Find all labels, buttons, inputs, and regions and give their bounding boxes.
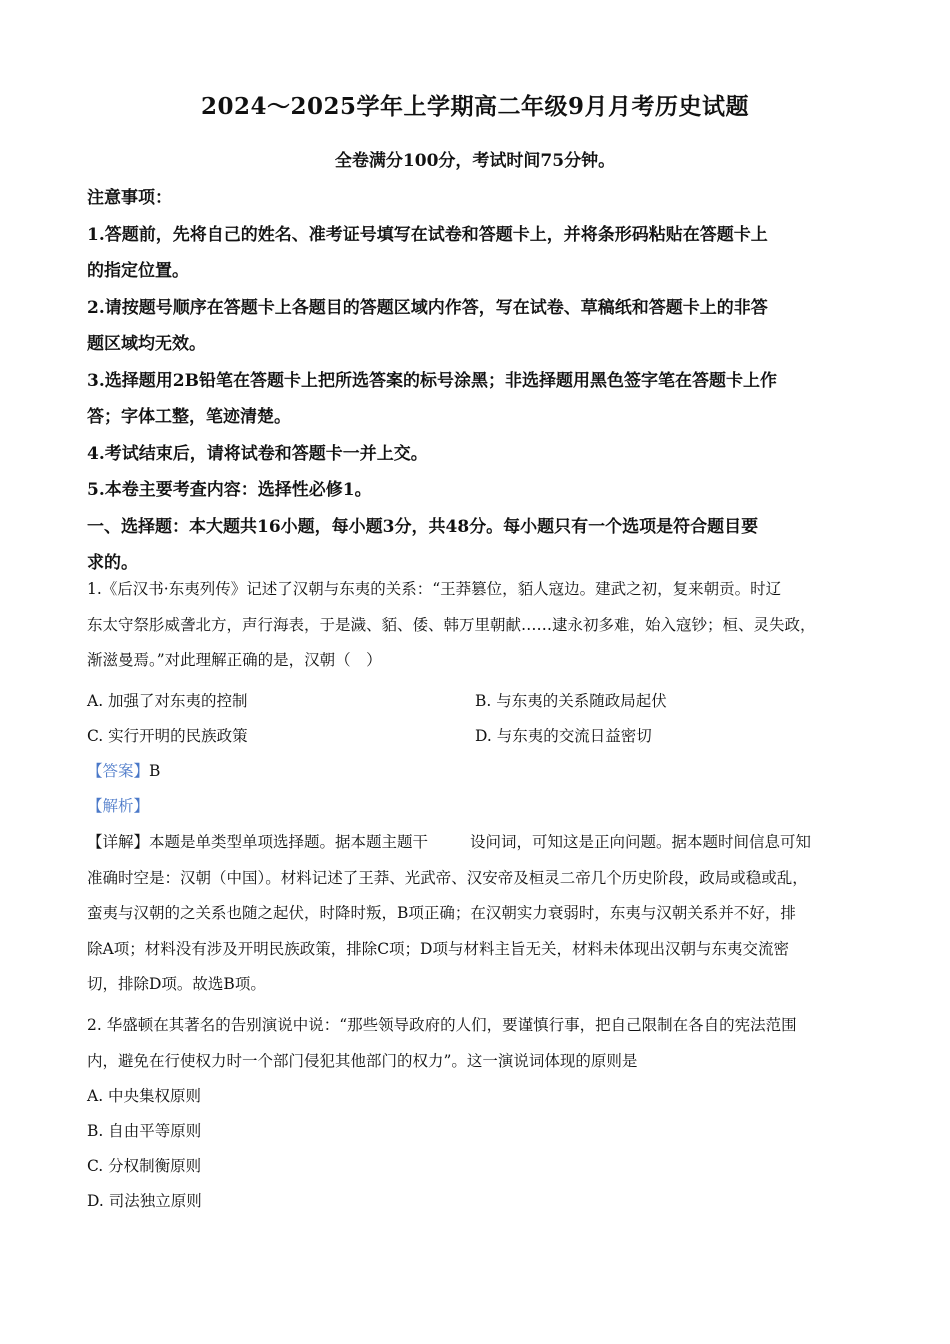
option-a[interactable]: A. 加强了对东夷的控制	[87, 692, 248, 710]
detail-line: 切，排除D项。故选B项。	[87, 975, 266, 993]
detail-tag: 【详解】	[87, 833, 150, 851]
stem-line: 渐滋曼焉。”对此理解正确的是，汉朝（ ）	[87, 651, 382, 669]
stem-line: 1.《后汉书·东夷列传》记述了汉朝与东夷的关系：“王莽篡位，貊人寇边。建武之初，复来朝贡。时辽	[87, 580, 782, 598]
q2-option-c[interactable]: C. 分权制衡原则	[87, 1157, 202, 1175]
detail-line: 除A项；材料没有涉及开明民族政策，排除C项；D项与材料主旨无关，材料未体现出汉朝与东夷交流密	[87, 939, 789, 958]
answer-line	[87, 754, 160, 789]
q2-option-b[interactable]: B. 自由平等原则	[87, 1122, 202, 1140]
detail-text-b: 设问词，可知这是正向问题。据本题时间信息可知	[470, 833, 812, 851]
note-line: 4.考试结束后，请将试卷和答题卡一并上交。	[87, 443, 428, 464]
section-heading: 一、选择题：本大题共16小题，每小题3分，共48分。每小题只有一个选项是符合题目要	[87, 516, 759, 537]
question-1-detail	[87, 825, 877, 1003]
answer-tag: 【答案】	[87, 762, 150, 780]
stem-line: 内，避免在行使权力时一个部门侵犯其他部门的权力”。这一演说词体现的原则是	[87, 1051, 638, 1070]
notes-heading: 注意事项：	[87, 188, 172, 208]
option-b[interactable]: B. 与东夷的关系随政局起伏	[475, 692, 667, 710]
question-2-stem	[87, 1008, 877, 1079]
exam-subtitle: 全卷满分100分，考试时间75分钟。	[334, 151, 616, 171]
note-line: 1.答题前，先将自己的姓名、准考证号填写在试卷和答题卡上，并将条形码粘贴在答题卡上	[87, 224, 768, 245]
note-line: 答；字体工整，笔迹清楚。	[87, 407, 291, 427]
q2-option-d[interactable]: D. 司法独立原则	[87, 1192, 202, 1210]
detail-first-line	[87, 825, 877, 861]
option-d[interactable]: D. 与东夷的交流日益密切	[475, 727, 652, 745]
note-line: 2.请按题号顺序在答题卡上各题目的答题区域内作答，写在试卷、草稿纸和答题卡上的非答	[87, 297, 768, 318]
answer-value: B	[149, 762, 161, 780]
exam-title: 2024～2025学年上学期高二年级9月月考历史试题	[200, 93, 750, 120]
analysis-tag: 【解析】	[87, 797, 150, 815]
note-line: 的指定位置。	[87, 261, 189, 281]
question-1-stem	[87, 572, 877, 679]
option-c[interactable]: C. 实行开明的民族政策	[87, 727, 248, 745]
detail-line: 准确时空是：汉朝（中国）。材料记述了王莽、光武帝、汉安帝及桓灵二帝几个历史阶段，政局或稳或乱，	[87, 868, 808, 887]
note-line: 题区域均无效。	[87, 334, 206, 354]
stem-line: 东太守祭肜威詟北方，声行海表，于是濊、貊、倭、韩万里朝献……逮永初多难，始入寇钞；桓、灵失政，	[87, 615, 816, 634]
q2-option-a[interactable]: A. 中央集权原则	[87, 1087, 202, 1105]
detail-line: 蛮夷与汉朝的之关系也随之起伏，时降时叛，B项正确；在汉朝实力衰弱时，东夷与汉朝关系并不好，排	[87, 904, 796, 922]
section-heading: 求的。	[87, 553, 138, 573]
note-line: 3.选择题用2B铅笔在答题卡上把所选答案的标号涂黑；非选择题用黑色签字笔在答题卡上作	[87, 370, 777, 391]
detail-text-a: 本题是单类型单项选择题。据本题主题干	[149, 833, 429, 851]
analysis-line	[87, 789, 149, 824]
note-line: 5.本卷主要考查内容：选择性必修1。	[87, 480, 372, 500]
stem-line: 2. 华盛顿在其著名的告别演说中说：“那些领导政府的人们，要谨慎行事，把自己限制在各自的宪法范围	[87, 1016, 797, 1034]
notes-section	[87, 180, 867, 582]
